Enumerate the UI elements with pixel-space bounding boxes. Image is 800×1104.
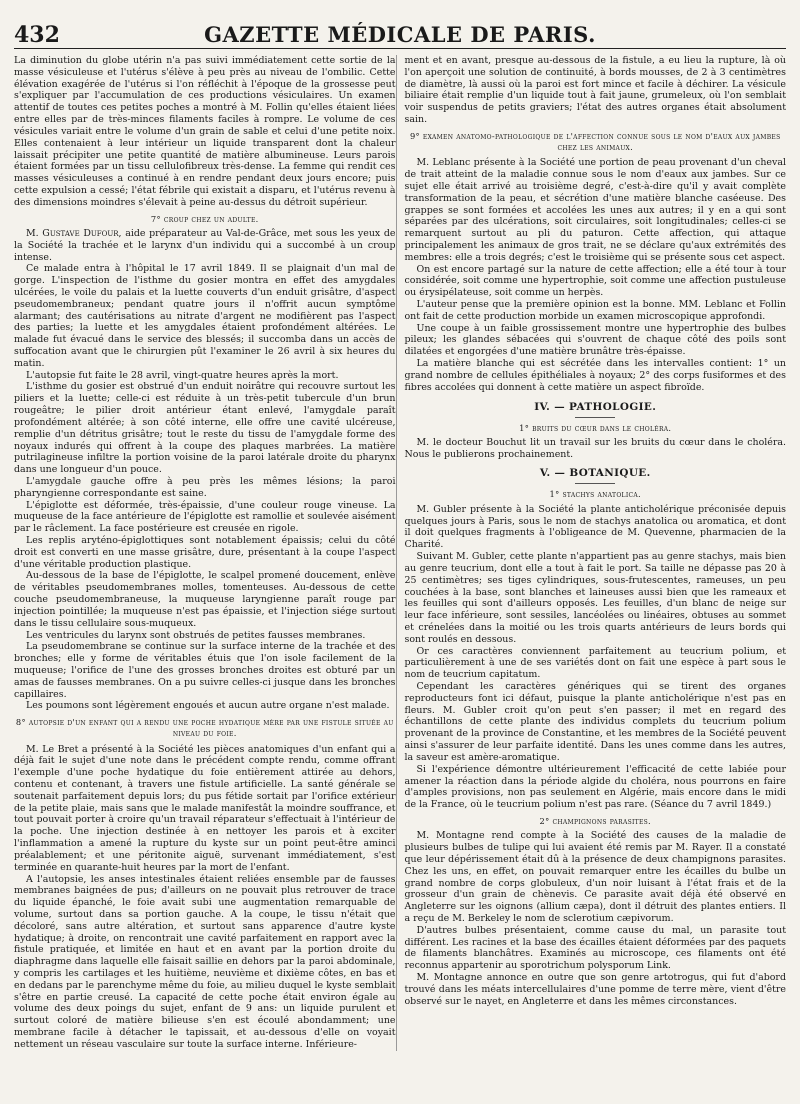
section-heading: 8° autopsie d'un enfant qui a rendu une poche hydatique mère par une fistule située au niveau du foie. <box>15 717 394 739</box>
section-heading: 1° bruits du cœur dans le choléra. <box>519 422 672 433</box>
paragraph: La diminution du globe utérin n'a pas suivi immédiatement cette sortie de la masse vésiculeuse et l'utérus s'élève à peu près au niveau de l'ombilic. Cette élévation exagérée de l'utérus si l'on réfléchit à l'époque de la grossesse peut s'expliquer par l'accumulation de ces productions vésiculaires. Un examen attentif de toutes ces petites poches a montré à M. Follin qu'elles étaient liées entre elles par de très-minces filaments faciles à rompre. Le volume de ces vésicules variait entre le volume d'un grain de sable et celui d'une petite noix. Elles contenaient à leur intérieur un liquide transparent dont la chaleur laissait précipiter une petite quantité de matière albumineuse. Leurs parois étaient formées par un tissu cellulofibreux très-dense. La femme qui rendit ces masses vésiculeuses a continué à en rendre pendant deux jours encore; puis cette expulsion a cessé; l'état fébrile qui existait a disparu, et l'utérus revenu à des dimensions moindres s'élevait à peine au-dessus du détroit supérieur. <box>14 55 396 208</box>
section-heading: 7° croup chez un adulte. <box>150 213 259 224</box>
paragraph: M. Leblanc présente à la Société une portion de peau provenant d'un cheval de trait atteint de la maladie connue sous le nom d'eaux aux jambes. Sur ce sujet elle était arrivé au troisième degré, c'est-à-dire qu'il y avait complète transformation de la peau, et sécrétion d'une matière blanche caséeuse. Des grappes se sont formées et accolées les unes aux autres; il y en a qui sont séparées par des ulcérations, soit circulaires, soit longitudinales; celles-ci se remarquent surtout au pli du paturon. Cette affection, qui attaque principalement les animaux de gros trait, ne se déclare qu'aux extrémités des membres: elle a trois degrés; c'est le troisième qui se présente sous cet aspect. <box>404 157 786 263</box>
paragraph: ment et en avant, presque au-dessous de la fistule, a eu lieu la rupture, là où l'on aperçoit une solution de continuité, à bords mousses, de 2 à 3 centimètres de diamètre, là aussi où la paroi est fort mince et facile à déchirer. La vésicule biliaire était remplie d'un liquide tout à fait jaune, grumeleux, où l'on semblait voir suspendus de petits graviers; l'état des autres organes était absolument sain. <box>404 55 786 126</box>
paragraph: Cependant les caractères génériques qui se tirent des organes reproducteurs font ici défaut, puisque la plante anticholérique n'est pas en fleurs. M. Gubler croit qu'on peut s'en passer; il met en regard des échantillons de cette plante des individus complets du teucrium polium provenant de la province de Constantine, et les membres de la Société peuvent ainsi s'assurer de leur parfaite identité. Dans les unes comme dans les autres, la saveur est amère-aromatique. <box>404 681 786 763</box>
paragraph: L'auteur pense que la première opinion est la bonne. MM. Leblanc et Follin ont fait de cette production morbide un examen microscopique approfondi. <box>404 299 786 322</box>
paragraph: M. Montagne rend compte à la Société des causes de la maladie de plusieurs bulbes de tulipe qui lui avaient été remis par M. Rayer. Il a constaté que leur dépérissement était dû à la présence de deux champignons parasites. Chez les uns, en effet, on pouvait remarquer entre les écailles du bulbe un grand nombre de corps globuleux, d'un noir luisant à l'état frais et de la grosseur d'un grain de chènevis. Ce parasite avait déjà été observé en Angleterre sur les oignons (allium cæpa), dont il détruit des plantes entiers. Il a reçu de M. Berkeley le nom de sclerotium cæpivorum. <box>404 830 786 925</box>
paragraph: M. Gubler présente à la Société la plante anticholérique préconisée depuis quelques jours à Paris, sous le nom de stachys anatolica ou aromatica, et dont il doit quelques fragments à l'obligeance de M. Quevenne, pharmacien de la Charité. <box>404 503 786 551</box>
paragraph <box>14 228 396 263</box>
part-heading: V. — BOTANIQUE. <box>539 467 651 480</box>
paragraph: La matière blanche qui est sécrétée dans les intervalles contient: 1° un grand nombre de cellules épithéliales à noyaux; 2° des corps fusiformes et des fibres accolées qui donnent à cette matière un aspect fibroïde. <box>404 358 786 393</box>
paragraph: Les ventricules du larynx sont obstrués de petites fausses membranes. <box>26 629 366 641</box>
paragraph: Si l'expérience démontre ultérieurement l'efficacité de cette labiée pour amener la réaction dans la période algide du choléra, nous pourrons en faire d'amples provisions, non pas seulement en Algérie, mais encore dans le midi de la France, où le teucrium polium n'est pas rare. (Séance du 7 avril 1849.) <box>404 763 786 811</box>
section-heading: 9° examen anatomo-pathologique de l'affection connue sous le nom d'eaux aux jambes chez les animaux. <box>409 130 781 153</box>
page-header <box>14 22 786 49</box>
paragraph: A l'autopsie, les anses intestinales étaient reliées ensemble par de fausses membranes baignées de pus; d'ailleurs on ne pouvait plus retrouver de trace du liquide épanché, le foie avait subi une augmentation remarquable de volume, surtout dans sa portion gauche. A la coupe, le tissu n'était que décoloré, sans autre altération, et surtout sans apparence d'autre kyste hydatique; à droite, on rencontrait une cavité parfaitement en rapport avec la fistule pratiquée, et limitée en haut et en avant par la portion droite du diaphragme dans laquelle elle faisait saillie en dehors par la paroi abdominale, y compris les cartilages et les huitième, neuvième et dixième côtes, en bas et en dedans par le parenchyme même du foie, au milieu duquel le kyste semblait s'être en partie creusé. La capacité de cette poche était environ égale au volume des deux poings du sujet, enfant de 9 ans: un liquide purulent et surtout coloré de matière bilieuse s'en est écoulé abondamment; une membrane facile à détacher le tapissait, et au-dessous d'elle on voyait nettement un réseau vasculaire sur toute la surface interne. Inférieure- <box>14 873 396 1050</box>
section-heading: 2° champignons parasites. <box>539 815 651 826</box>
paragraph: L'autopsie fut faite le 28 avril, vingt-quatre heures après la mort. <box>26 369 339 381</box>
part-heading: IV. — PATHOLOGIE. <box>534 400 657 413</box>
right-column <box>396 55 787 1051</box>
paragraph: M. Montagne annonce en outre que son genre artotrogus, qui fut d'abord trouvé dans les méats intercellulaires d'une pomme de terre mère, vient d'être observé sur le nayet, en Angleterre et dans les mêmes circonstances. <box>404 972 786 1007</box>
paragraph: Suivant M. Gubler, cette plante n'appartient pas au genre stachys, mais bien au genre teucrium, dont elle a tout à fait le port. Sa taille ne dépasse pas 20 à 25 centimètres; ses tiges cylindriques, sous-frutescentes, rameuses, un peu couchées à la base, sont blanches et laineuses aussi bien que les rameaux et les feuilles qui sont d'ailleurs opposés. Les feuilles, d'un blanc de neige sur leur face inférieure, sont sessiles, lancéolées ou linéaires, obtuses au sommet et crénelées dans la moitié ou les trois quarts antérieurs de leurs bords qui sont roulés en dessous. <box>404 551 786 645</box>
paragraph: L'amygdale gauche offre à peu près les mêmes lésions; la paroi pharyngienne correspondante est saine. <box>14 475 396 499</box>
paragraph: Une coupe à un faible grossissement montre une hypertrophie des bulbes pileux; les glandes sébacées qui s'ouvrent de chaque côté des poils sont dilatées et engorgées d'une matière brunâtre très-épaisse. <box>404 322 786 358</box>
paragraph: D'autres bulbes présentaient, comme cause du mal, un parasite tout différent. Les racines et la base des écailles étaient déformées par des paquets de filaments blanchâtres. Examinés au microscope, ces filaments ont été reconnus appartenir au sporotrichum polysporum Link. <box>404 924 786 972</box>
paragraph: La pseudomembrane se continue sur la surface interne de la trachée et des bronches; elle y forme de véritables étuis que l'on isole facilement de la muqueuse; l'orifice de l'une des grosses bronches droites est obturé par un amas de fausses membranes. On a pu suivre celles-ci jusque dans les bronches capillaires. <box>14 641 396 700</box>
divider <box>575 483 615 484</box>
paragraph: L'épiglotte est déformée, très-épaissie, d'une couleur rouge vineuse. La muqueuse de la face antérieure de l'épiglotte est ramollie et soulevée aisément par le râclement. La face postérieure est creusée en rigole. <box>14 499 396 535</box>
left-column <box>14 55 396 1051</box>
paragraph: M. Le Bret a présenté à la Société les pièces anatomiques d'un enfant qui a déjà fait le sujet d'une note dans le précédent compte rendu, comme offrant l'exemple d'une poche hydatique du foie entièrement attirée au dehors, contenu et contenant, à travers une fistule artificielle. La santé générale se soutenait parfaitement depuis lors; du pus fétide sortait par l'orifice extérieur de la petite plaie, mais sans que le malade manifestât la moindre souffrance, et tout pouvait porter à croire qu'un travail réparateur s'effectuait à l'intérieur de la poche. Une injection destinée à en nettoyer les parois et à exciter l'inflammation a amené la rupture du kyste sur un point peut-être aminci préalablement; et une péritonite aiguë, survenant immédiatement, s'est terminée en quarante-huit heures par la mort de l'enfant. <box>14 743 396 873</box>
paragraph: Les replis aryténo-épiglottiques sont notablement épaissis; celui du côté droit est converti en une masse grisâtre, dure, présentant à la coupe l'aspect d'une véritable production plastique. <box>14 535 396 570</box>
page-number: 432 <box>14 22 60 48</box>
section-heading: 1° stachys anatolica. <box>549 489 641 500</box>
paragraph: Les poumons sont légèrement engoués et aucun autre organe n'est malade. <box>26 700 390 712</box>
paragraph: Ce malade entra à l'hôpital le 17 avril 1849. Il se plaignait d'un mal de gorge. L'inspection de l'isthme du gosier montra en effet des amygdales ulcérées, le voile du palais et la luette couverts d'un enduit grisâtre, d'aspect pseudomembraneux; pendant quatre jours il n'offrit aucun symptôme alarmant; des cautérisations au nitrate d'argent ne modifièrent pas l'aspect des parties; la luette et les amygdales étaient profondément altérées. Le malade fut évacué dans le service des blessés; il succomba dans un accès de suffocation avant que le chirurgien pût l'examiner le 26 avril à six heures du matin. <box>14 263 396 369</box>
article-columns <box>14 55 786 1051</box>
paragraph: Or ces caractères conviennent parfaitement au teucrium polium, et particulièrement à une de ses variétés dont on fait une espèce à part sous le nom de teucrium capitatum. <box>404 645 786 681</box>
journal-title: GAZETTE MÉDICALE DE PARIS. <box>204 22 596 47</box>
paragraph: M. le docteur Bouchut lit un travail sur les bruits du cœur dans le choléra. Nous le publierons prochainement. <box>404 436 786 460</box>
paragraph: L'isthme du gosier est obstrué d'un enduit noirâtre qui recouvre surtout les piliers et la luette; celle-ci est réduite à un très-petit tubercule d'un brun rougeâtre; le pilier droit antérieur étant enlevé, l'amygdale paraît profondément altérée; à son côté interne, elle offre une cavité ulcéreuse, remplie d'un détritus grisâtre; tout le reste du tissu de l'amygdale forme des noyaux indurés qui offrent à la coupe des plaques marbrées. La matière putrilagineuse infiltre la portion voisine de la paroi latérale droite du pharynx dans une longueur d'un pouce. <box>14 381 396 476</box>
paragraph: Au-dessous de la base de l'épiglotte, le scalpel promené doucement, enlève de véritables pseudomembranes molles, tomenteuses. Au-dessous de cette couche pseudomembraneuse, la muqueuse laryngienne paraît rouge par injection pointillée; la muqueuse n'est pas épaissie, et l'injection siége surtout dans le tissu cellulaire sous-muqueux. <box>14 570 396 629</box>
paragraph: On est encore partagé sur la nature de cette affection; elle a été tour à tour considérée, soit comme une hypertrophie, soit comme une affection pustuleuse ou érysipélateuse, soit comme un herpès. <box>404 263 786 299</box>
divider <box>575 417 615 418</box>
author-name: M. Gustave Dufour, <box>26 227 122 239</box>
paragraph-text: aide préparateur au Val-de-Grâce, met sous les yeux de la Société la trachée et le larynx d'un individu qui a succombé à un croup intense. <box>14 227 396 263</box>
